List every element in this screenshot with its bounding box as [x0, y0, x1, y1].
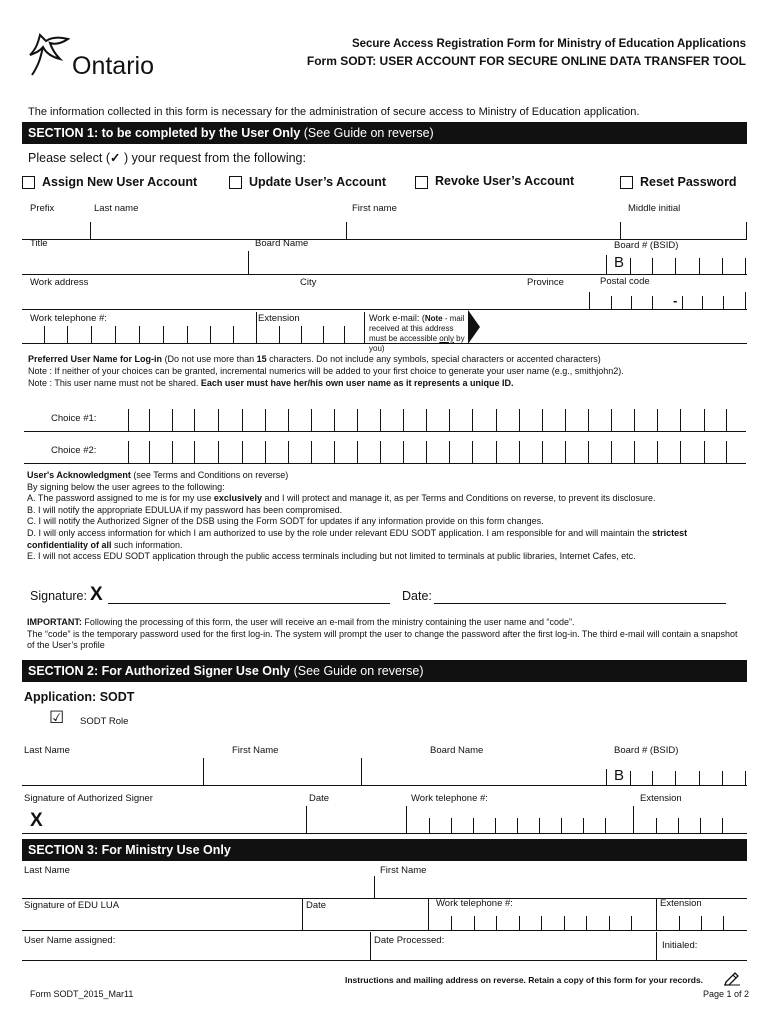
- extension-label: Extension: [258, 313, 300, 324]
- revoke-user-checkbox[interactable]: [415, 176, 428, 189]
- work-email-label: Work e-mail: (Note - mail received at this address must be accessible only by you): [369, 313, 465, 353]
- user-signature-line[interactable]: [108, 603, 390, 604]
- assign-new-user-checkbox[interactable]: [22, 176, 35, 189]
- intro-text: The information collected in this form is necessary for the administration of secure access to Ministry of Education application.: [28, 106, 640, 118]
- choice2-field[interactable]: [24, 441, 746, 463]
- first-name-label: First name: [352, 203, 397, 214]
- section1-header: [22, 122, 747, 144]
- date-label: Date:: [402, 589, 432, 603]
- s2-extension-label: Extension: [640, 793, 682, 804]
- revoke-user-label: Revoke User’s Account: [435, 174, 575, 188]
- reset-password-checkbox[interactable]: [620, 176, 633, 189]
- extension-field[interactable]: [257, 326, 364, 343]
- s3-date-processed-field[interactable]: [371, 946, 655, 960]
- province-label: Province: [527, 277, 564, 288]
- application-sodt: Application: SODT: [24, 690, 135, 704]
- s2-work-telephone-label: Work telephone #:: [411, 793, 488, 804]
- form-title-line1: Secure Access Registration Form for Ministry of Education Applications: [351, 38, 746, 50]
- middle-initial-field[interactable]: [621, 222, 746, 239]
- s3-date-field[interactable]: [303, 912, 427, 930]
- page-number: Page 1 of 2: [703, 989, 750, 999]
- sodt-role-label: SODT Role: [80, 716, 129, 727]
- checkmark-icon: ✓: [109, 151, 121, 165]
- last-name-label: Last name: [94, 203, 139, 214]
- s3-signature-field[interactable]: [22, 912, 302, 930]
- s3-signature-label: Signature of EDU LUA: [24, 900, 120, 911]
- s2-signature-label: Signature of Authorized Signer: [24, 793, 153, 804]
- work-telephone-field[interactable]: [24, 326, 256, 343]
- s3-work-telephone-field[interactable]: [429, 916, 655, 930]
- s2-board-bsid-field[interactable]: [628, 771, 746, 785]
- user-date-line[interactable]: [434, 603, 726, 604]
- s2-board-bsid-label: Board # (BSID): [614, 745, 679, 756]
- s2-board-b-prefix: B: [614, 767, 625, 784]
- section1-subtitle: (See Guide on reverse): [303, 126, 434, 140]
- acknowledgment-block: User's Acknowledgment (see Terms and Conditions on reverse) By signing below the user agrees to the following: A. The password assigned to me is for my use exclusively and I will protect and manage it, as per Terms and Conditions on reverse, to prevent its disclosure. B. I will notify the appropriate EDULUA if my password has been compromised. C. I will notify the Authorized Signer of the DSB using the Form SODT for updates if any information provide on this form changes. D. I will only access information for which I am authorized to use by the role under relevant EDU SODT application. I am responsible for and will maintain the strictest confidentiality of all such information. E. I will not access EDU SODT application through the public access terminals including but not limited to terminals at public libraries, Internet Cafes, etc.: [27, 470, 688, 562]
- work-address-field[interactable]: [24, 292, 589, 309]
- board-bsid-field[interactable]: [628, 258, 746, 274]
- important-notice: IMPORTANT: Following the processing of this form, the user will receive an e-mail from the ministry containing the user name and “code”. The “code” is the temporary password used for the first log-in. The system will prompt the user to change the password after the first log-in. The third e-mail will contain a snapshot of the User’s profile: [27, 617, 738, 651]
- section3-header: [22, 839, 747, 861]
- first-name-field[interactable]: [347, 222, 620, 239]
- s2-last-name-label: Last Name: [24, 745, 70, 756]
- username-note1: Note : If neither of your choices can be granted, incremental numerics will be added to your first choice to generate your user name (e.g., smithjohn2).: [28, 366, 624, 376]
- s2-extension-field[interactable]: [634, 818, 746, 833]
- update-user-label: Update User’s Account: [249, 175, 387, 189]
- middle-initial-label: Middle initial: [628, 203, 681, 214]
- signature-label: Signature:: [30, 589, 87, 603]
- s2-signature-x-mark: X: [30, 810, 43, 831]
- section2-subtitle: (See Guide on reverse): [293, 664, 424, 678]
- s3-user-name-field[interactable]: [22, 946, 370, 960]
- s3-extension-field[interactable]: [657, 916, 746, 930]
- ontario-logo-text: Ontario: [72, 52, 154, 80]
- s2-date-field[interactable]: [307, 806, 406, 833]
- s3-user-name-label: User Name assigned:: [24, 935, 116, 946]
- board-name-label: Board Name: [255, 238, 309, 249]
- username-note2: Note : This user name must not be shared. Each user must have her/his own user name as it represents a unique ID.: [28, 378, 514, 388]
- board-b-prefix: B: [614, 254, 625, 271]
- reset-password-label: Reset Password: [640, 175, 737, 189]
- preferred-username-text: Preferred User Name for Log-in (Do not use more than 15 characters. Do not include any symbols, special characters or accented characters): [28, 354, 601, 364]
- pencil-icon: [723, 970, 741, 986]
- s2-last-name-field[interactable]: [22, 758, 203, 785]
- work-telephone-label: Work telephone #:: [30, 313, 107, 324]
- title-field[interactable]: [24, 254, 248, 274]
- choice2-label: Choice #2:: [51, 445, 97, 456]
- last-name-field[interactable]: [91, 222, 346, 239]
- work-address-label: Work address: [30, 277, 89, 288]
- board-bsid-label: Board # (BSID): [614, 240, 679, 251]
- form-title-line2: Form SODT: USER ACCOUNT FOR SECURE ONLINE DATA TRANSFER TOOL: [306, 54, 746, 68]
- choice1-field[interactable]: [24, 409, 746, 431]
- ontario-trillium-logo: [26, 33, 76, 79]
- city-label: City: [300, 277, 317, 288]
- s3-first-name-label: First Name: [380, 865, 427, 876]
- s3-date-processed-label: Date Processed:: [374, 935, 445, 946]
- section1-title: SECTION 1: to be completed by the User Only: [28, 126, 301, 140]
- s2-first-name-label: First Name: [232, 745, 279, 756]
- postal-code-field[interactable]: [589, 292, 746, 309]
- s3-last-name-label: Last Name: [24, 865, 70, 876]
- signature-x-mark: X: [90, 584, 103, 605]
- section2-title: SECTION 2: For Authorized Signer Use Only: [28, 664, 291, 678]
- s3-initialed-field[interactable]: [700, 946, 746, 960]
- update-user-checkbox[interactable]: [229, 176, 242, 189]
- work-email-field[interactable]: [482, 313, 746, 343]
- section2-header: [22, 660, 747, 682]
- s2-board-name-field[interactable]: [362, 758, 606, 785]
- postal-dash: -: [673, 293, 678, 308]
- s2-first-name-field[interactable]: [204, 758, 361, 785]
- s3-date-label: Date: [306, 900, 327, 911]
- s3-work-telephone-label: Work telephone #:: [436, 898, 513, 909]
- section3-title: SECTION 3: For Ministry Use Only: [28, 843, 231, 857]
- prefix-field[interactable]: [24, 222, 90, 239]
- s2-date-label: Date: [309, 793, 330, 804]
- s3-initialed-label: Initialed:: [662, 940, 698, 951]
- arrow-right-icon: [468, 310, 480, 344]
- s3-last-name-field[interactable]: [22, 876, 374, 898]
- prefix-label: Prefix: [30, 203, 55, 214]
- s3-extension-label: Extension: [660, 898, 702, 909]
- postal-code-label: Postal code: [600, 276, 650, 287]
- s2-board-name-label: Board Name: [430, 745, 484, 756]
- s2-work-telephone-field[interactable]: [407, 818, 631, 833]
- s2-signature-field[interactable]: [22, 806, 306, 833]
- choice1-label: Choice #1:: [51, 413, 97, 424]
- board-name-field[interactable]: [249, 254, 604, 274]
- assign-new-user-label: Assign New User Account: [42, 175, 198, 189]
- select-prompt: Please select (✓ ) your request from the following:: [28, 151, 306, 165]
- form-id: Form SODT_2015_Mar11: [30, 989, 134, 999]
- title-label: Title: [30, 238, 48, 249]
- sodt-role-checkbox[interactable]: ☑: [49, 708, 65, 727]
- footer-instructions: Instructions and mailing address on reverse. Retain a copy of this form for your records.: [345, 975, 704, 985]
- s3-first-name-field[interactable]: [375, 876, 746, 898]
